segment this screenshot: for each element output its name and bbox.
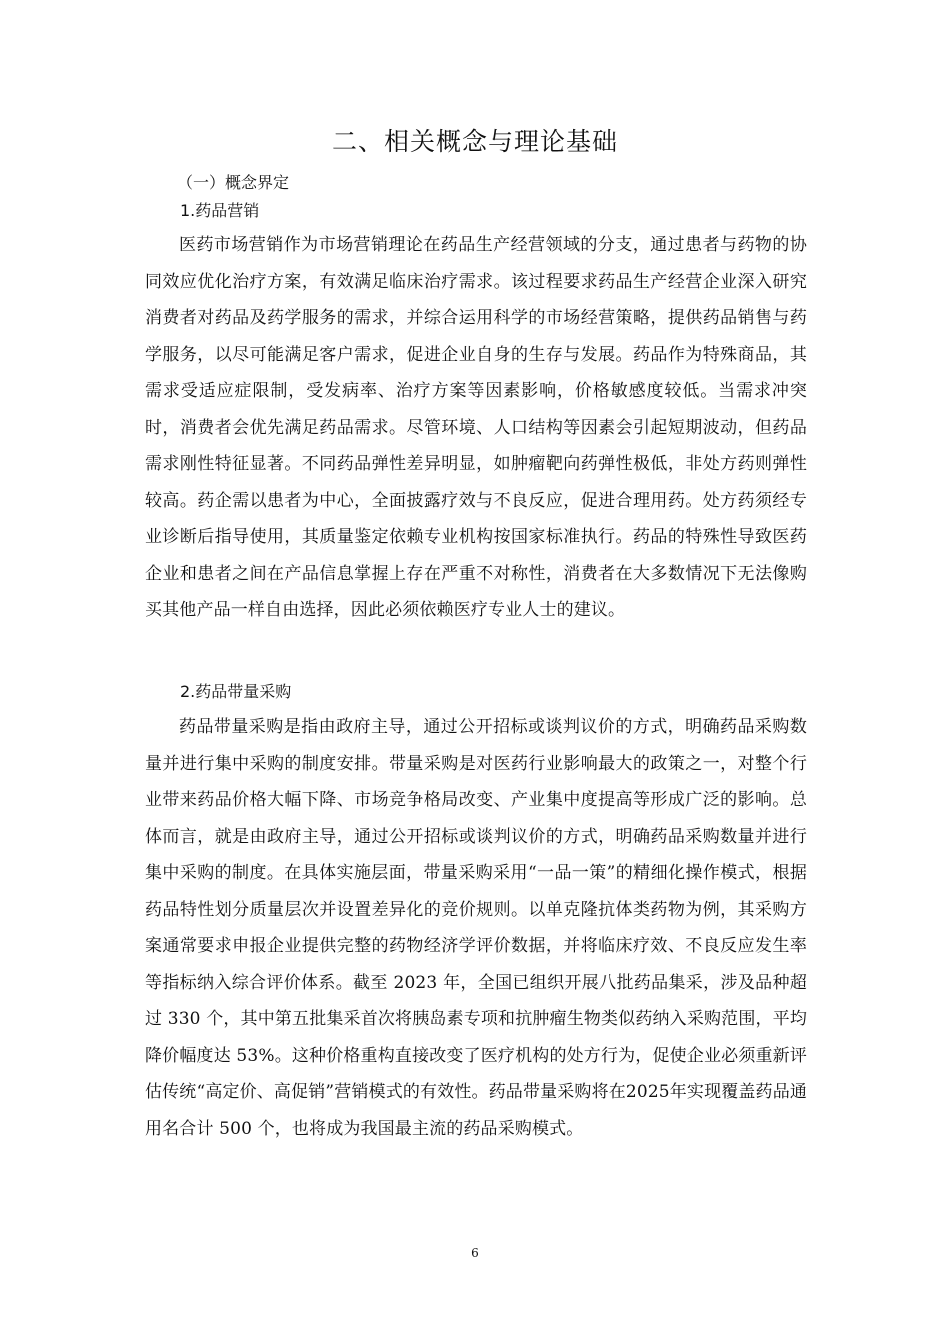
section-heading: （一）概念界定	[177, 173, 290, 192]
page-number: 6	[471, 1246, 479, 1260]
subsection-heading-drug-marketing: 1.药品营销	[180, 201, 260, 220]
subsection-heading-volume-procurement: 2.药品带量采购	[180, 682, 292, 701]
paragraph-drug-marketing: 医药市场营销作为市场营销理论在药品生产经营领域的分支，通过患者与药物的协同效应优化治疗方案，有效满足临床治疗需求。该过程要求药品生产经营企业深入研究消费者对药品及药学服务的需求，并综合运用科学的市场经营策略，提供药品销售与药学服务，以尽可能满足客户需求，促进企业自身的生存与发展。药品作为特殊商品，其需求受适应症限制，受发病率、治疗方案等因素影响，价格敏感度较低。当需求冲突时，消费者会优先满足药品需求。尽管环境、人口结构等因素会引起短期波动，但药品需求刚性特征显著。不同药品弹性差异明显，如肿瘤靶向药弹性极低，非处方药则弹性较高。药企需以患者为中心，全面披露疗效与不良反应，促进合理用药。处方药须经专业诊断后指导使用，其质量鉴定依赖专业机构按国家标准执行。药品的特殊性导致医药企业和患者之间在产品信息掌握上存在严重不对称性，消费者在大多数情况下无法像购买其他产品一样自由选择，因此必须依赖医疗专业人士的建议。	[145, 235, 807, 620]
chapter-title: 二、相关概念与理论基础	[331, 127, 618, 156]
paragraph-volume-procurement: 药品带量采购是指由政府主导，通过公开招标或谈判议价的方式，明确药品采购数量并进行集中采购的制度安排。带量采购是对医药行业影响最大的政策之一，对整个行业带来药品价格大幅下降、市场竞争格局改变、产业集中度提高等形成广泛的影响。总体而言，就是由政府主导，通过公开招标或谈判议价的方式，明确药品采购数量并进行集中采购的制度。在具体实施层面，带量采购采用“一品一策”的精细化操作模式，根据药品特性划分质量层次并设置差异化的竞价规则。以单克隆抗体类药物为例，其采购方案通常要求申报企业提供完整的药物经济学评价数据，并将临床疗效、不良反应发生率等指标纳入综合评价体系。截至 2023 年，全国已组织开展八批药品集采，涉及品种超过 330 个，其中第五批集采首次将胰岛素专项和抗肿瘤生物类似药纳入采购范围，平均降价幅度达 53%。这种价格重构直接改变了医疗机构的处方行为，促使企业必须重新评估传统“高定价、高促销”营销模式的有效性。药品带量采购将在2025年实现覆盖药品通用名合计 500 个，也将成为我国最主流的药品采购模式。	[145, 717, 807, 1139]
